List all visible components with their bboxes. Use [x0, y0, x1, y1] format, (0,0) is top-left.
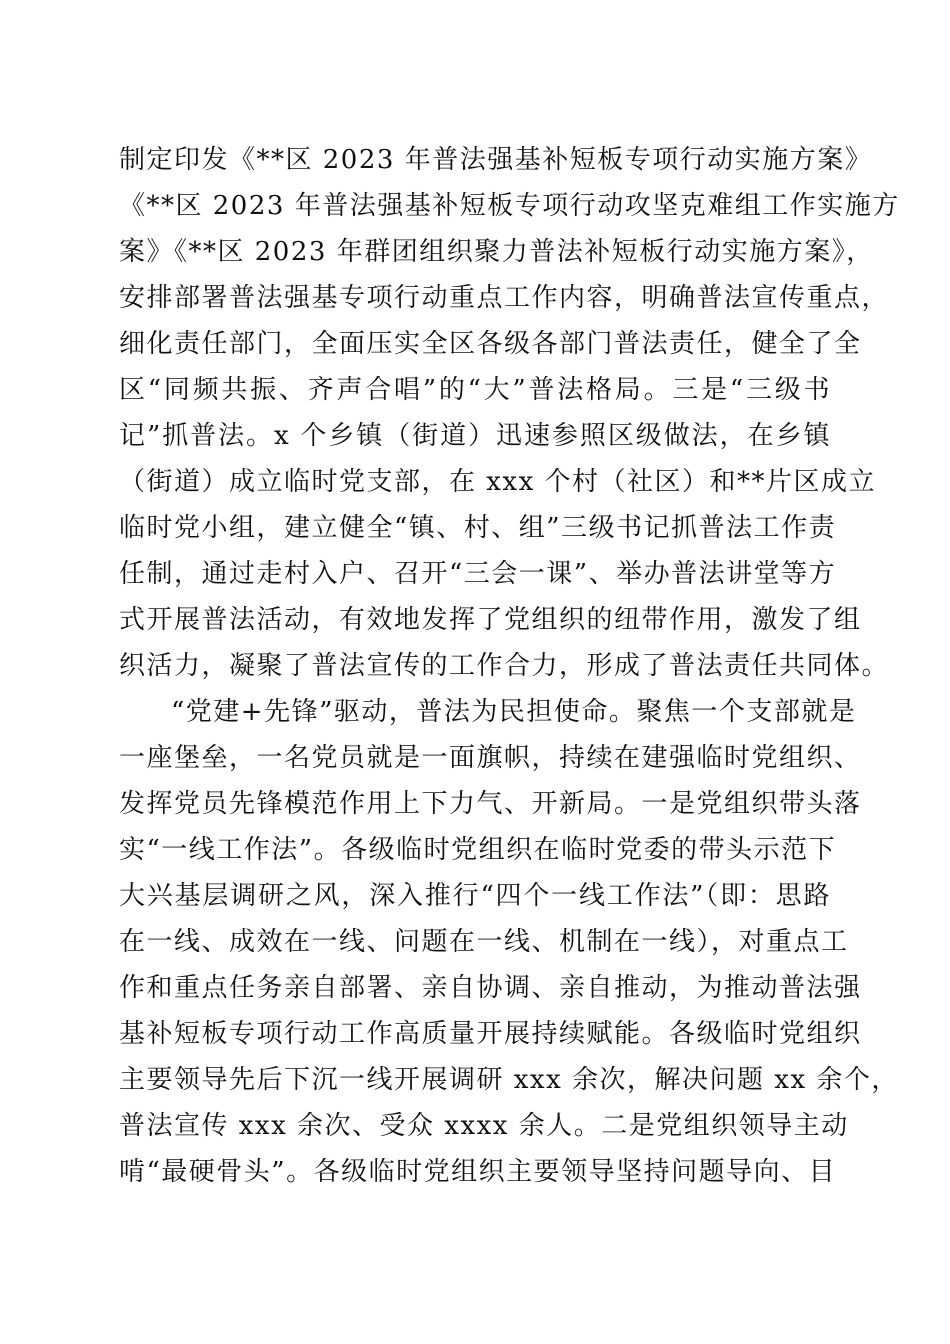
text-line: （街道）成立临时党支部，在 xxx 个村（社区）和**片区成立: [119, 467, 877, 497]
text-line: 细化责任部门，全面压实全区各级各部门普法责任，健全了全: [119, 329, 862, 359]
text-line: 制定印发《**区 2023 年普法强基补短板专项行动实施方案》: [119, 145, 873, 175]
text-line: 在一线、成效在一线、问题在一线、机制在一线），对重点工: [119, 927, 849, 957]
paragraph-1: [119, 137, 900, 689]
document-body: [119, 137, 900, 1195]
text-line: 作和重点任务亲自部署、亲自协调、亲自推动，为推动普法强: [119, 973, 862, 1003]
text-line: 区“同频共振、齐声合唱”的“大”普法格局。三是“三级书: [119, 375, 831, 405]
paragraph-2: [119, 689, 899, 1195]
text-line: 基补短板专项行动工作高质量开展持续赋能。各级临时党组织: [119, 1019, 862, 1049]
text-line: 主要领导先后下沉一线开展调研 xxx 余次，解决问题 xx 余个，: [119, 1065, 899, 1095]
text-line: 一座堡垒，一名党员就是一面旗帜，持续在建强临时党组织、: [119, 743, 862, 773]
text-line: 案》《**区 2023 年群团组织聚力普法补短板行动实施方案》，: [119, 237, 874, 267]
text-line: 记”抓普法。x 个乡镇（街道）迅速参照区级做法，在乡镇: [119, 421, 831, 451]
text-line: 安排部署普法强基专项行动重点工作内容，明确普法宣传重点，: [119, 283, 890, 313]
text-line: 织活力，凝聚了普法宣传的工作合力，形成了普法责任共同体。: [119, 651, 890, 681]
text-line: 发挥党员先锋模范作用上下力气、开新局。一是党组织带头落: [119, 789, 862, 819]
text-line: 式开展普法活动，有效地发挥了党组织的纽带作用，激发了组: [119, 605, 862, 635]
text-line: 大兴基层调研之风，深入推行“四个一线工作法”（即：思路: [119, 881, 831, 911]
text-line: 临时党小组，建立健全“镇、村、组”三级书记抓普法工作责: [119, 513, 837, 543]
text-line: 实“一线工作法”。各级临时党组织在临时党委的带头示范下: [119, 835, 837, 865]
text-line: 啃“最硬骨头”。各级临时党组织主要领导坚持问题导向、目: [119, 1157, 837, 1187]
text-line: 任制，通过走村入户、召开“三会一课”、举办普法讲堂等方: [119, 559, 837, 589]
text-line: 普法宣传 xxx 余次、受众 xxxx 余人。二是党组织领导主动: [119, 1111, 849, 1141]
text-line: 《**区 2023 年普法强基补短板专项行动攻坚克难组工作实施方: [119, 191, 900, 221]
text-line: “党建+先锋”驱动，普法为民担使命。聚焦一个支部就是: [171, 697, 857, 727]
